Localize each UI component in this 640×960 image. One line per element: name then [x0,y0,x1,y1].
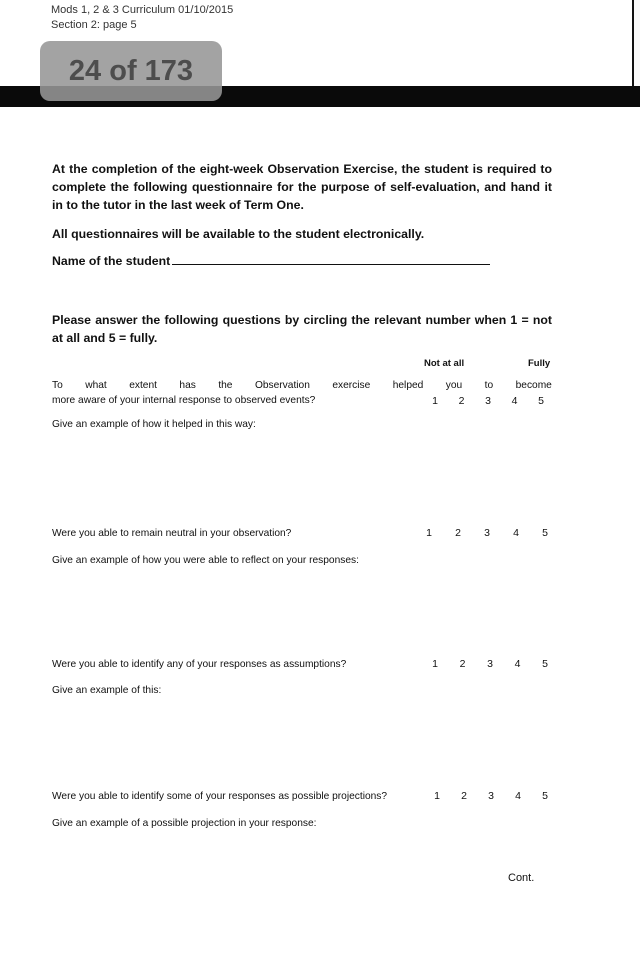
name-underline [172,253,490,265]
scale-option-2[interactable]: 2 [458,395,465,407]
document-header [51,3,233,33]
q1-word: has [179,380,196,391]
student-name-label: Name of the student [52,254,171,268]
header-line-2: Section 2: page 5 [51,19,137,31]
question-4-followup: Give an example of a possible projection in your response: [52,818,317,829]
page-indicator: 24 of 173 [40,41,222,101]
scale-option-1[interactable]: 1 [432,658,438,670]
scale-option-5[interactable]: 5 [542,790,548,802]
question-3-followup: Give an example of this: [52,685,162,696]
scale-option-4[interactable]: 4 [514,658,521,670]
scale-option-4[interactable]: 4 [513,527,519,539]
scale-option-4[interactable]: 4 [515,790,521,802]
question-2-scale[interactable] [422,527,552,539]
question-2-followup: Give an example of how you were able to reflect on your responses: [52,555,359,566]
q1-word: become [515,380,552,391]
continued-label: Cont. [508,872,535,884]
header-line-1: Mods 1, 2 & 3 Curriculum 01/10/2015 [51,4,234,16]
question-4-text: Were you able to identify some of your responses as possible projections? [52,791,388,802]
scale-option-3[interactable]: 3 [485,395,491,407]
scale-option-5[interactable]: 5 [542,527,548,539]
q1-word: exercise [332,380,371,391]
scale-option-3[interactable]: 3 [487,658,493,670]
scale-option-5[interactable]: 5 [538,395,544,407]
question-4-scale[interactable] [430,790,552,802]
q1-word: Observation [254,380,310,391]
q1-word: the [218,380,233,391]
student-name-field[interactable] [52,253,490,268]
question-3-text: Were you able to identify any of your responses as assumptions? [52,659,347,670]
scale-option-2[interactable]: 2 [461,790,467,802]
scale-option-3[interactable]: 3 [488,790,494,802]
question-1-line-2: more aware of your internal response to observed events? [52,395,316,406]
scale-option-2[interactable]: 2 [459,658,466,670]
q1-word: helped [392,380,424,391]
instructions: Please answer the following questions by circling the relevant number when 1 = not at all and 5 = fully. [52,313,552,345]
intro-paragraph: At the completion of the eight-week Observation Exercise, the student is required to complete the following questionnaire for the purpose of self-evaluation, and hand it in to the tutor in the last week of Term One. [52,162,552,212]
question-1-followup: Give an example of how it helped in this way: [52,419,256,430]
scale-high-label: Fully [528,358,551,369]
scale-option-1[interactable]: 1 [432,395,438,407]
scale-option-1[interactable]: 1 [434,790,440,802]
question-3-scale[interactable] [428,658,552,670]
scale-option-3[interactable]: 3 [484,527,490,539]
q1-word: extent [129,380,157,391]
scale-option-5[interactable]: 5 [542,658,548,670]
question-1-line-1 [52,380,552,391]
scale-option-2[interactable]: 2 [455,527,461,539]
q1-word: you [445,380,463,391]
question-1-scale[interactable] [428,395,548,407]
q1-word: what [85,380,107,391]
scale-option-4[interactable]: 4 [511,395,518,407]
q1-word: To [52,380,63,391]
scale-option-1[interactable]: 1 [426,527,432,539]
scale-low-label: Not at all [424,358,465,369]
q1-word: to [484,380,494,391]
question-2-text: Were you able to remain neutral in your observation? [52,528,292,539]
electronic-note: All questionnaires will be available to the student electronically. [52,227,425,241]
